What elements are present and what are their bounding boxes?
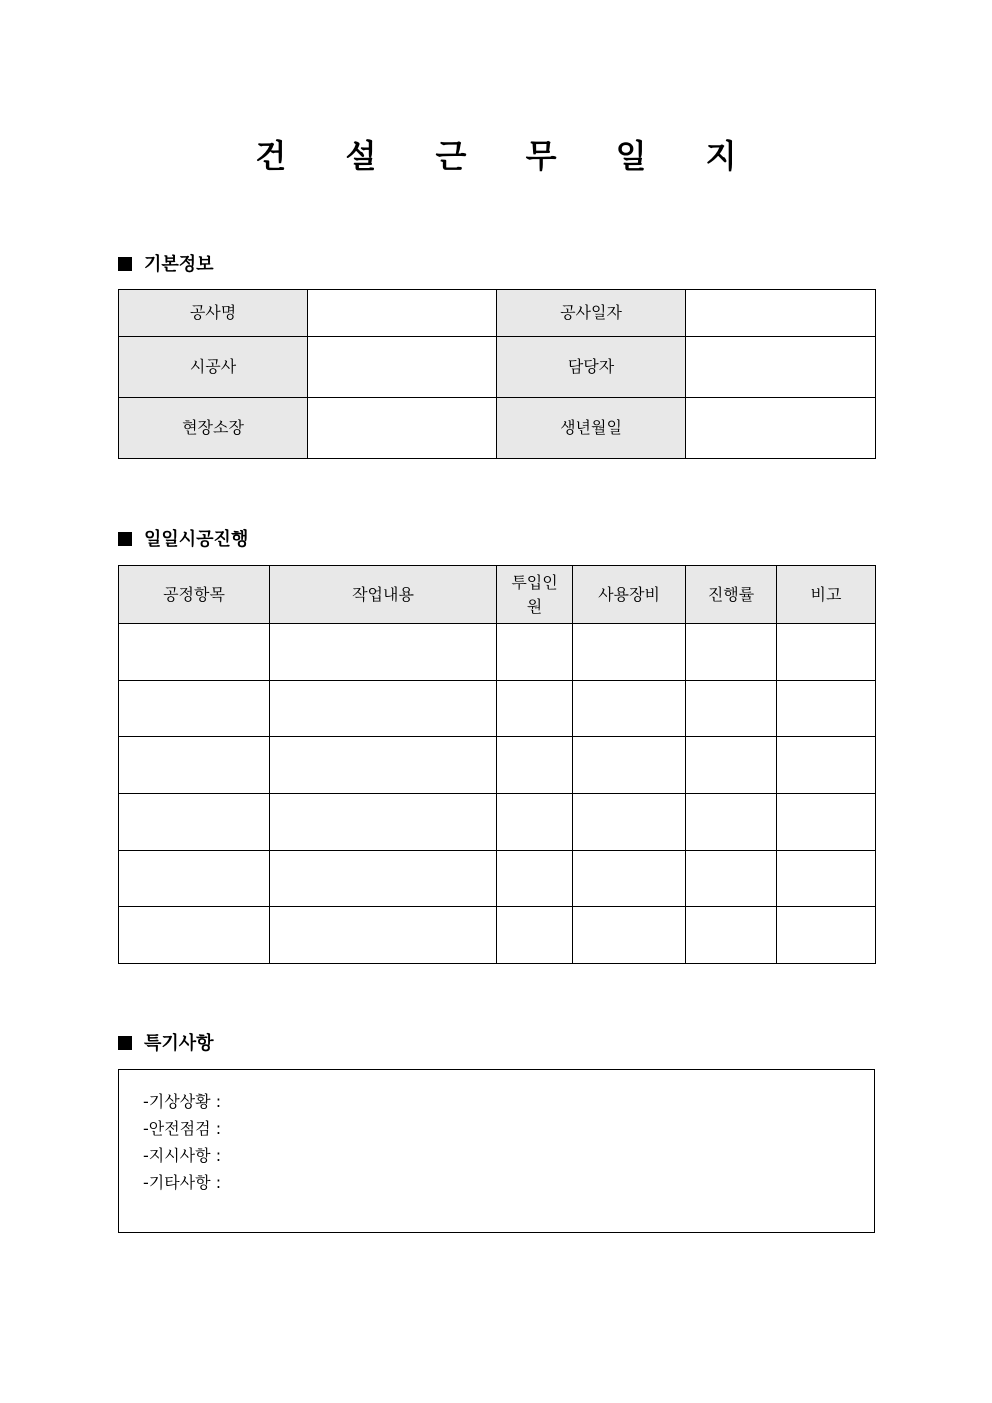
other-note-label: -기타사항 <box>143 1173 211 1192</box>
progress-rate-cell[interactable] <box>686 624 777 681</box>
square-bullet-icon <box>118 1036 132 1050</box>
project-name-field[interactable] <box>308 290 497 337</box>
instructions-note-separator: : <box>210 1146 222 1165</box>
site-manager-label: 현장소장 <box>119 398 308 459</box>
remarks-cell[interactable] <box>777 907 876 964</box>
equipment-cell[interactable] <box>573 624 686 681</box>
table-row <box>119 794 876 851</box>
workers-cell[interactable] <box>497 794 573 851</box>
process-item-cell[interactable] <box>119 851 270 907</box>
table-row <box>119 681 876 737</box>
table-row <box>119 907 876 964</box>
table-row <box>119 737 876 794</box>
person-in-charge-field[interactable] <box>686 337 876 398</box>
instructions-note <box>143 1142 874 1169</box>
column-header-progress-rate: 진행률 <box>686 566 777 624</box>
progress-header-row <box>119 566 876 624</box>
daily-progress-heading <box>118 528 248 552</box>
square-bullet-icon <box>118 257 132 271</box>
contractor-label: 시공사 <box>119 337 308 398</box>
basic-info-heading <box>118 253 214 277</box>
remarks-cell[interactable] <box>777 851 876 907</box>
instructions-note-label: -지시사항 <box>143 1146 211 1165</box>
progress-rate-cell[interactable] <box>686 681 777 737</box>
workers-cell[interactable] <box>497 737 573 794</box>
special-notes-list <box>119 1070 874 1196</box>
workers-cell[interactable] <box>497 851 573 907</box>
basic-info-heading-label: 기본정보 <box>144 254 214 275</box>
other-note <box>143 1169 874 1196</box>
weather-note-label: -기상상황 <box>143 1092 211 1111</box>
person-in-charge-label: 담당자 <box>497 337 686 398</box>
birth-date-field[interactable] <box>686 398 876 459</box>
basic-info-row <box>119 290 876 337</box>
birth-date-label: 생년월일 <box>497 398 686 459</box>
safety-inspection-note-label: -안전점검 <box>143 1119 211 1138</box>
equipment-cell[interactable] <box>573 737 686 794</box>
column-header-workers: 투입인원 <box>497 566 573 624</box>
work-content-cell[interactable] <box>270 907 497 964</box>
equipment-cell[interactable] <box>573 907 686 964</box>
work-content-cell[interactable] <box>270 851 497 907</box>
column-header-equipment: 사용장비 <box>573 566 686 624</box>
work-content-cell[interactable] <box>270 624 497 681</box>
process-item-cell[interactable] <box>119 681 270 737</box>
basic-info-row <box>119 398 876 459</box>
remarks-cell[interactable] <box>777 624 876 681</box>
daily-progress-table <box>118 565 876 964</box>
workers-cell[interactable] <box>497 624 573 681</box>
table-row <box>119 624 876 681</box>
remarks-cell[interactable] <box>777 794 876 851</box>
remarks-cell[interactable] <box>777 681 876 737</box>
construction-date-field[interactable] <box>686 290 876 337</box>
safety-inspection-note-separator: : <box>210 1119 222 1138</box>
column-header-process-item: 공정항목 <box>119 566 270 624</box>
site-manager-field[interactable] <box>308 398 497 459</box>
progress-rate-cell[interactable] <box>686 794 777 851</box>
workers-cell[interactable] <box>497 907 573 964</box>
work-content-cell[interactable] <box>270 681 497 737</box>
table-row <box>119 851 876 907</box>
square-bullet-icon <box>118 532 132 546</box>
basic-info-row <box>119 337 876 398</box>
workers-cell[interactable] <box>497 681 573 737</box>
special-notes-heading-label: 특기사항 <box>144 1033 214 1054</box>
other-note-separator: : <box>210 1173 222 1192</box>
contractor-field[interactable] <box>308 337 497 398</box>
progress-rate-cell[interactable] <box>686 737 777 794</box>
special-notes-box[interactable] <box>118 1069 875 1233</box>
basic-info-table <box>118 289 876 459</box>
construction-date-label: 공사일자 <box>497 290 686 337</box>
process-item-cell[interactable] <box>119 737 270 794</box>
weather-note-separator: : <box>210 1092 222 1111</box>
process-item-cell[interactable] <box>119 907 270 964</box>
project-name-label: 공사명 <box>119 290 308 337</box>
special-notes-heading <box>118 1032 214 1056</box>
process-item-cell[interactable] <box>119 624 270 681</box>
equipment-cell[interactable] <box>573 681 686 737</box>
process-item-cell[interactable] <box>119 794 270 851</box>
remarks-cell[interactable] <box>777 737 876 794</box>
progress-rate-cell[interactable] <box>686 851 777 907</box>
daily-progress-heading-label: 일일시공진행 <box>144 529 249 550</box>
column-header-remarks: 비고 <box>777 566 876 624</box>
work-content-cell[interactable] <box>270 737 497 794</box>
safety-inspection-note <box>143 1115 874 1142</box>
equipment-cell[interactable] <box>573 851 686 907</box>
progress-rate-cell[interactable] <box>686 907 777 964</box>
work-content-cell[interactable] <box>270 794 497 851</box>
weather-note <box>143 1088 874 1115</box>
document-title: 건 설 근 무 일 지 <box>255 137 761 175</box>
column-header-work-content: 작업내용 <box>270 566 497 624</box>
equipment-cell[interactable] <box>573 794 686 851</box>
